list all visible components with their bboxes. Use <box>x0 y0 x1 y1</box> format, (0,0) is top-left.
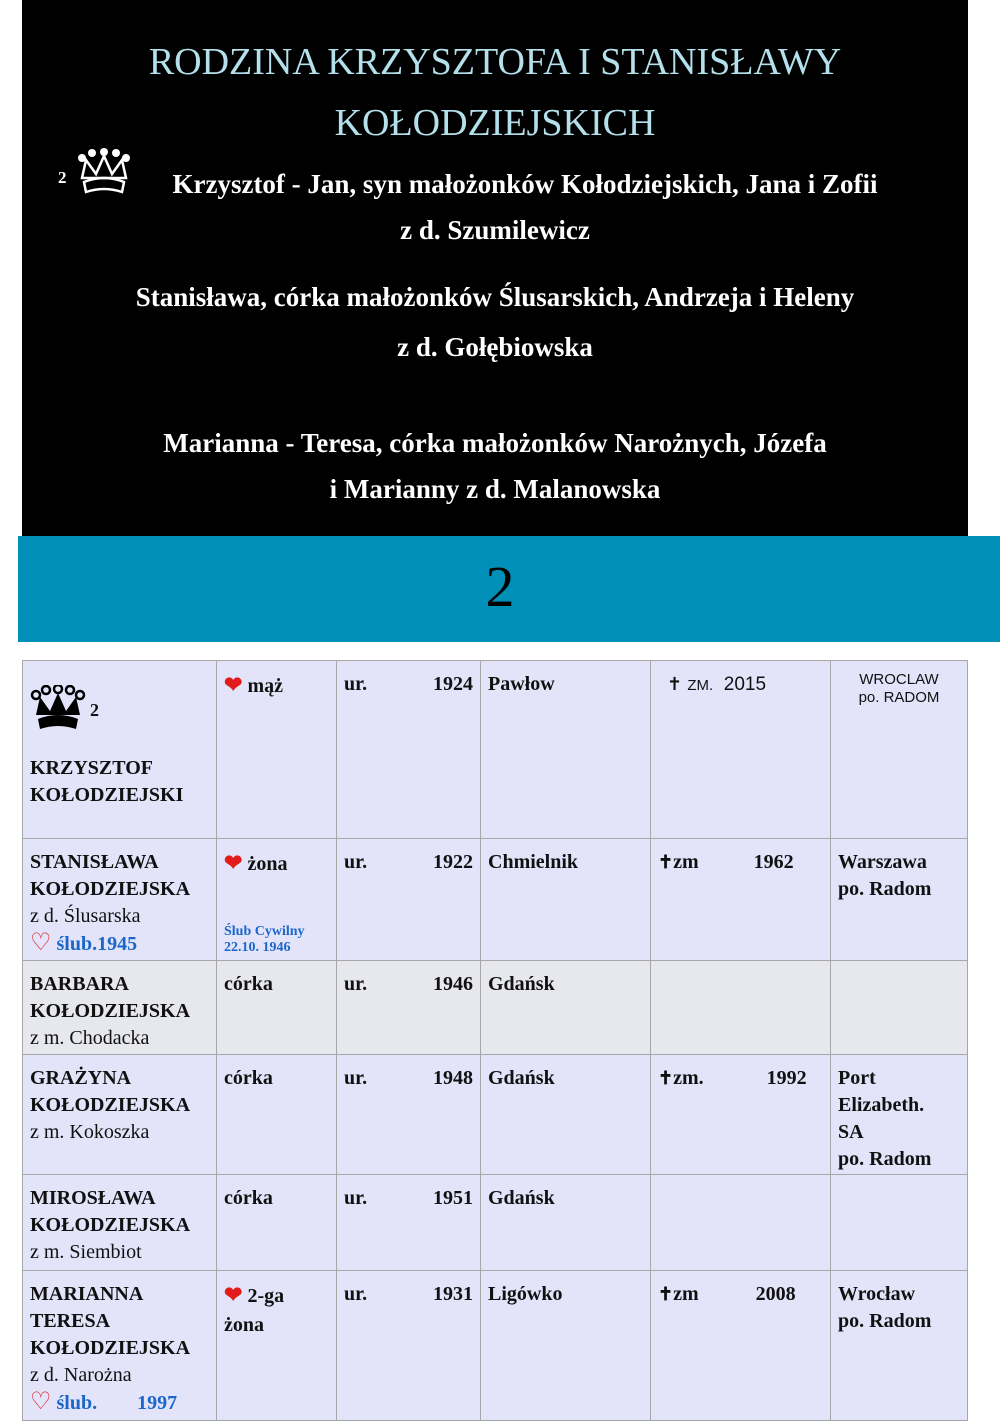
residence-line: WROCLAW <box>859 671 939 688</box>
born-prefix: ur. <box>344 851 368 873</box>
death-prefix: zm <box>673 1283 699 1305</box>
born-year: 1922 <box>433 851 473 873</box>
role-cell: córka <box>217 1055 337 1175</box>
heart-icon: ❤ <box>224 850 243 875</box>
death-year: 2015 <box>723 674 767 695</box>
table-row <box>23 1175 968 1271</box>
crown-number: 2 <box>90 700 99 720</box>
residence-cell <box>831 961 968 1055</box>
person-name: KOŁODZIEJSKA <box>30 1000 191 1022</box>
marriage-year: 1997 <box>137 1392 178 1414</box>
role-cell <box>217 1271 337 1421</box>
person-name: MARIANNA <box>30 1283 144 1305</box>
cross-icon: ✝ <box>658 852 674 872</box>
heart-outline-icon: ♡ <box>30 930 52 956</box>
born-prefix: ur. <box>344 1283 368 1305</box>
role-cell <box>217 839 337 961</box>
person-name: KOŁODZIEJSKA <box>30 1094 191 1116</box>
person-name: KOŁODZIEJSKA <box>30 1337 191 1359</box>
residence-line: po. Radom <box>838 1148 932 1170</box>
header-line-6: i Marianny z d. Malanowska <box>329 474 661 504</box>
born-cell <box>337 961 481 1055</box>
person-name: BARBARA <box>30 973 129 995</box>
born-prefix: ur. <box>344 673 368 695</box>
role: żona <box>224 1314 264 1336</box>
section-banner <box>18 536 1000 642</box>
born-prefix: ur. <box>344 973 368 995</box>
married-name: z m. Chodacka <box>30 1027 150 1049</box>
role: mąż <box>247 675 283 697</box>
residence-line: po. RADOM <box>858 689 940 706</box>
header-line-3: Stanisława, córka małożonków Ślusarskich, Andrzeja i Heleny <box>135 282 855 312</box>
residence-cell <box>831 839 968 961</box>
header-line-4: z d. Gołębiowska <box>397 332 593 362</box>
civil-label: Ślub Cywilny <box>224 924 305 939</box>
residence-cell <box>831 1175 968 1271</box>
person-name: MIROSŁAWA <box>30 1187 156 1209</box>
death-year: 2008 <box>755 1283 796 1305</box>
death-year: 1962 <box>753 851 794 873</box>
born-cell <box>337 661 481 839</box>
cross-icon: ✝ <box>667 674 683 694</box>
role: żona <box>247 853 288 875</box>
table-row <box>23 661 968 839</box>
maiden-name: z d. Ślusarska <box>30 905 141 927</box>
death-prefix: ZM. <box>687 677 714 694</box>
residence-cell <box>831 661 968 839</box>
table-row <box>23 839 968 961</box>
heart-icon: ❤ <box>224 1282 243 1307</box>
person-name: TERESA <box>30 1310 111 1332</box>
married-name: z m. Kokoszka <box>30 1121 150 1143</box>
residence-line: po. Radom <box>838 878 932 900</box>
born-prefix: ur. <box>344 1067 368 1089</box>
name-cell <box>23 961 217 1055</box>
death-cell <box>651 1271 831 1421</box>
crown-icon <box>30 685 86 735</box>
death-cell <box>651 961 831 1055</box>
header-line-5: Marianna - Teresa, córka małożonków Narożnych, Józefa <box>163 428 827 458</box>
person-name: KRZYSZTOF <box>30 757 153 779</box>
marriage: ślub.1945 <box>56 933 138 955</box>
section-number: 2 <box>485 554 515 619</box>
residence-line: Wrocław <box>838 1283 916 1305</box>
place-cell: Gdańsk <box>481 1055 651 1175</box>
married-name: z m. Siembiot <box>30 1241 142 1263</box>
death-cell <box>651 661 831 839</box>
death-prefix: zm <box>673 851 699 873</box>
civil-date: 22.10. 1946 <box>224 940 291 955</box>
residence-line: Warszawa <box>838 851 927 873</box>
table-row <box>23 1271 968 1421</box>
person-name: STANISŁAWA <box>30 851 159 873</box>
born-cell <box>337 1175 481 1271</box>
residence-line: SA <box>838 1121 864 1143</box>
person-name: KOŁODZIEJSKI <box>30 784 184 806</box>
header-panel <box>22 0 968 540</box>
name-cell <box>23 661 217 839</box>
maiden-name: z d. Narożna <box>30 1364 132 1386</box>
born-cell <box>337 1271 481 1421</box>
born-cell <box>337 839 481 961</box>
place-cell: Ligówko <box>481 1271 651 1421</box>
born-prefix: ur. <box>344 1187 368 1209</box>
residence-line: Elizabeth. <box>838 1094 925 1116</box>
crown-number: 2 <box>58 168 67 187</box>
table-row <box>23 1055 968 1175</box>
residence-cell <box>831 1055 968 1175</box>
family-table <box>22 660 968 1421</box>
residence-cell <box>831 1271 968 1421</box>
name-cell <box>23 1055 217 1175</box>
born-year: 1946 <box>433 973 473 995</box>
role-cell: córka <box>217 961 337 1055</box>
table-row <box>23 961 968 1055</box>
header-line-2: z d. Szumilewicz <box>400 215 590 245</box>
cross-icon: ✝ <box>658 1284 674 1304</box>
residence-line: po. Radom <box>838 1310 932 1332</box>
person-name: KOŁODZIEJSKA <box>30 878 191 900</box>
death-cell <box>651 1055 831 1175</box>
marriage-prefix: ślub. <box>56 1392 98 1414</box>
header-line-1: Krzysztof - Jan, syn małożonków Kołodziejskich, Jana i Zofii <box>172 169 878 199</box>
role-cell: córka <box>217 1175 337 1271</box>
place-cell: Chmielnik <box>481 839 651 961</box>
person-name: GRAŻYNA <box>30 1067 132 1089</box>
name-cell <box>23 1175 217 1271</box>
heart-outline-icon: ♡ <box>30 1389 52 1415</box>
born-cell <box>337 1055 481 1175</box>
heart-icon: ❤ <box>224 672 243 697</box>
death-cell <box>651 839 831 961</box>
cross-icon: ✝ <box>658 1068 674 1088</box>
name-cell <box>23 1271 217 1421</box>
death-prefix: zm. <box>673 1067 704 1089</box>
person-name: KOŁODZIEJSKA <box>30 1214 191 1236</box>
place-cell: Pawłow <box>481 661 651 839</box>
place-cell: Gdańsk <box>481 961 651 1055</box>
born-year: 1948 <box>433 1067 473 1089</box>
death-cell <box>651 1175 831 1271</box>
role: 2-ga <box>247 1285 285 1307</box>
page-title <box>22 32 968 154</box>
role-cell <box>217 661 337 839</box>
place-cell: Gdańsk <box>481 1175 651 1271</box>
death-year: 1992 <box>766 1067 807 1089</box>
born-year: 1924 <box>433 673 473 695</box>
name-cell <box>23 839 217 961</box>
born-year: 1951 <box>433 1187 473 1209</box>
title-line-2: KOŁODZIEJSKICH <box>334 102 656 144</box>
title-line-1: RODZINA KRZYSZTOFA I STANISŁAWY <box>148 41 842 83</box>
residence-line: Port <box>838 1067 876 1089</box>
born-year: 1931 <box>433 1283 473 1305</box>
